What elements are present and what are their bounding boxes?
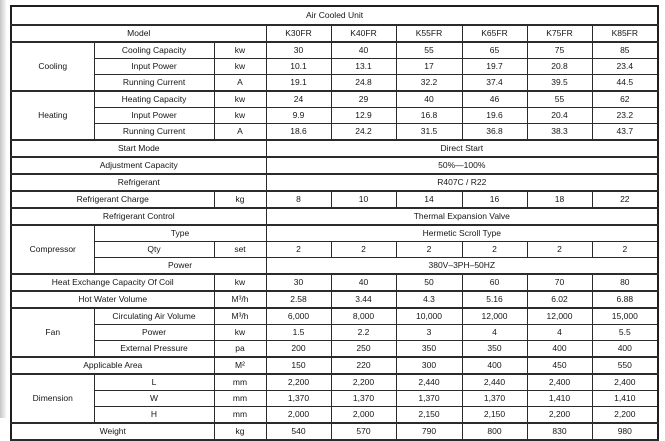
value-cell: 85 [592, 42, 658, 59]
value-cell: 13.1 [331, 59, 396, 75]
value-cell: 30 [266, 42, 331, 59]
value-cell: 450 [527, 357, 592, 374]
value-cell: 23.2 [592, 108, 658, 124]
unit-cell: kw [214, 274, 266, 291]
unit-cell: kw [214, 108, 266, 124]
value-cell: 3 [396, 325, 462, 341]
unit-cell: kg [214, 191, 266, 208]
param-cell: Cooling Capacity [94, 42, 214, 59]
merged-value-cell: R407C / R22 [266, 174, 658, 191]
unit-cell: set [214, 242, 266, 258]
value-cell: 800 [462, 423, 527, 440]
value-cell: 46 [462, 91, 527, 108]
value-cell: 1,370 [462, 391, 527, 407]
value-cell: 6.02 [527, 291, 592, 308]
table-row [11, 191, 658, 208]
value-cell: 55 [396, 42, 462, 59]
value-cell: 1,410 [527, 391, 592, 407]
value-cell: 9.9 [266, 108, 331, 124]
value-cell: 2,000 [266, 407, 331, 424]
row-label-cell: Refrigerant Control [11, 208, 266, 225]
param-cell: Heating Capacity [94, 91, 214, 108]
table-row [11, 225, 658, 242]
value-cell: 55 [527, 91, 592, 108]
table-row [11, 6, 658, 25]
value-cell: 32.2 [396, 75, 462, 92]
model-cell: K30FR [266, 25, 331, 42]
row-label-cell: Applicable Area [11, 357, 214, 374]
param-cell: Circulating Air Volume [94, 308, 214, 325]
row-label-cell: Refrigerant [11, 174, 266, 191]
param-cell: Type [94, 225, 266, 242]
value-cell: 1,370 [396, 391, 462, 407]
value-cell: 40 [396, 91, 462, 108]
value-cell: 29 [331, 91, 396, 108]
unit-cell: A [214, 124, 266, 141]
table-row [11, 108, 658, 124]
table-row [11, 258, 658, 275]
value-cell: 12,000 [527, 308, 592, 325]
value-cell: 12.9 [331, 108, 396, 124]
value-cell: 350 [396, 341, 462, 358]
value-cell: 350 [462, 341, 527, 358]
table-row [11, 124, 658, 141]
table-row [11, 325, 658, 341]
category-cell-cooling: Cooling [11, 42, 94, 91]
value-cell: 830 [527, 423, 592, 440]
value-cell: 19.7 [462, 59, 527, 75]
value-cell: 2,150 [396, 407, 462, 424]
value-cell: 2.58 [266, 291, 331, 308]
value-cell: 2,440 [396, 374, 462, 391]
value-cell: 75 [527, 42, 592, 59]
unit-cell: kw [214, 42, 266, 59]
value-cell: 2,200 [592, 407, 658, 424]
value-cell: 24.8 [331, 75, 396, 92]
unit-cell: kw [214, 91, 266, 108]
category-cell-dimension: Dimension [11, 374, 94, 423]
value-cell: 2,200 [331, 374, 396, 391]
value-cell: 14 [396, 191, 462, 208]
table-row [11, 423, 658, 440]
air-cooled-unit-spec-table [10, 5, 659, 441]
table-row [11, 91, 658, 108]
value-cell: 20.4 [527, 108, 592, 124]
unit-cell: pa [214, 341, 266, 358]
value-cell: 4 [462, 325, 527, 341]
value-cell: 400 [527, 341, 592, 358]
param-cell: Qty [94, 242, 214, 258]
value-cell: 220 [331, 357, 396, 374]
unit-cell: mm [214, 374, 266, 391]
value-cell: 16 [462, 191, 527, 208]
value-cell: 19.6 [462, 108, 527, 124]
model-cell: K40FR [331, 25, 396, 42]
value-cell: 1.5 [266, 325, 331, 341]
value-cell: 2 [592, 242, 658, 258]
value-cell: 2,000 [331, 407, 396, 424]
value-cell: 65 [462, 42, 527, 59]
unit-cell: kw [214, 325, 266, 341]
unit-cell: A [214, 75, 266, 92]
value-cell: 60 [462, 274, 527, 291]
value-cell: 790 [396, 423, 462, 440]
param-cell: Input Power [94, 108, 214, 124]
value-cell: 22 [592, 191, 658, 208]
table-row [11, 140, 658, 157]
value-cell: 250 [331, 341, 396, 358]
model-cell: K75FR [527, 25, 592, 42]
row-label-cell: Refrigerant Charge [11, 191, 214, 208]
table-row [11, 242, 658, 258]
merged-value-cell: 50%—100% [266, 157, 658, 174]
table-row [11, 357, 658, 374]
value-cell: 24.2 [331, 124, 396, 141]
value-cell: 10.1 [266, 59, 331, 75]
value-cell: 2 [462, 242, 527, 258]
value-cell: 400 [592, 341, 658, 358]
table-row [11, 25, 658, 42]
value-cell: 2 [527, 242, 592, 258]
value-cell: 50 [396, 274, 462, 291]
model-cell: K55FR [396, 25, 462, 42]
table-row [11, 75, 658, 92]
value-cell: 31.5 [396, 124, 462, 141]
value-cell: 2,440 [462, 374, 527, 391]
value-cell: 38.3 [527, 124, 592, 141]
value-cell: 1,410 [592, 391, 658, 407]
value-cell: 8,000 [331, 308, 396, 325]
scan-artifact-left [0, 0, 7, 418]
table-row [11, 174, 658, 191]
value-cell: 39.5 [527, 75, 592, 92]
value-cell: 6,000 [266, 308, 331, 325]
table-row [11, 59, 658, 75]
unit-cell: M³/h [214, 308, 266, 325]
value-cell: 1,370 [266, 391, 331, 407]
value-cell: 2,150 [462, 407, 527, 424]
table-row [11, 157, 658, 174]
value-cell: 23.4 [592, 59, 658, 75]
value-cell: 200 [266, 341, 331, 358]
merged-value-cell: 380V–3PH–50HZ [266, 258, 658, 275]
value-cell: 10,000 [396, 308, 462, 325]
value-cell: 40 [331, 42, 396, 59]
category-cell-fan: Fan [11, 308, 94, 357]
value-cell: 150 [266, 357, 331, 374]
value-cell: 18 [527, 191, 592, 208]
value-cell: 5.16 [462, 291, 527, 308]
value-cell: 8 [266, 191, 331, 208]
row-label-cell: Weight [11, 423, 214, 440]
value-cell: 12,000 [462, 308, 527, 325]
unit-cell: mm [214, 391, 266, 407]
value-cell: 43.7 [592, 124, 658, 141]
merged-value-cell: Direct Start [266, 140, 658, 157]
param-cell: Running Current [94, 124, 214, 141]
value-cell: 4.3 [396, 291, 462, 308]
value-cell: 2,400 [592, 374, 658, 391]
value-cell: 5.5 [592, 325, 658, 341]
value-cell: 2.2 [331, 325, 396, 341]
value-cell: 6.88 [592, 291, 658, 308]
value-cell: 2 [396, 242, 462, 258]
value-cell: 2 [266, 242, 331, 258]
merged-value-cell: Hermetic Scroll Type [266, 225, 658, 242]
value-cell: 2 [331, 242, 396, 258]
value-cell: 400 [462, 357, 527, 374]
value-cell: 300 [396, 357, 462, 374]
value-cell: 44.5 [592, 75, 658, 92]
merged-value-cell: Thermal Expansion Valve [266, 208, 658, 225]
value-cell: 36.8 [462, 124, 527, 141]
value-cell: 4 [527, 325, 592, 341]
value-cell: 570 [331, 423, 396, 440]
value-cell: 1,370 [331, 391, 396, 407]
table-row [11, 274, 658, 291]
unit-cell: M³/h [214, 291, 266, 308]
row-label-cell: Start Mode [11, 140, 266, 157]
value-cell: 20.8 [527, 59, 592, 75]
value-cell: 62 [592, 91, 658, 108]
table-row [11, 291, 658, 308]
table-row [11, 308, 658, 325]
value-cell: 980 [592, 423, 658, 440]
table-row [11, 374, 658, 391]
model-label-cell: Model [11, 25, 266, 42]
table-row [11, 341, 658, 358]
table-row [11, 42, 658, 59]
value-cell: 550 [592, 357, 658, 374]
value-cell: 2,200 [527, 407, 592, 424]
category-cell-heating: Heating [11, 91, 94, 140]
value-cell: 19.1 [266, 75, 331, 92]
row-label-cell: Adjustment Capacity [11, 157, 266, 174]
value-cell: 70 [527, 274, 592, 291]
unit-cell: kg [214, 423, 266, 440]
row-label-cell: Hot Water Volume [11, 291, 214, 308]
param-cell: Input Power [94, 59, 214, 75]
value-cell: 40 [331, 274, 396, 291]
param-cell: L [94, 374, 214, 391]
value-cell: 17 [396, 59, 462, 75]
table-row [11, 208, 658, 225]
category-cell-compressor: Compressor [11, 225, 94, 274]
value-cell: 80 [592, 274, 658, 291]
param-cell: Power [94, 258, 266, 275]
value-cell: 37.4 [462, 75, 527, 92]
unit-cell: mm [214, 407, 266, 424]
value-cell: 3.44 [331, 291, 396, 308]
value-cell: 24 [266, 91, 331, 108]
table-title-cell: Air Cooled Unit [11, 6, 658, 25]
value-cell: 15,000 [592, 308, 658, 325]
param-cell: External Pressure [94, 341, 214, 358]
unit-cell: kw [214, 59, 266, 75]
value-cell: 30 [266, 274, 331, 291]
table-row [11, 407, 658, 424]
param-cell: Running Current [94, 75, 214, 92]
param-cell: H [94, 407, 214, 424]
value-cell: 2,400 [527, 374, 592, 391]
value-cell: 16.8 [396, 108, 462, 124]
value-cell: 540 [266, 423, 331, 440]
model-cell: K85FR [592, 25, 658, 42]
model-cell: K65FR [462, 25, 527, 42]
unit-cell: M² [214, 357, 266, 374]
param-cell: W [94, 391, 214, 407]
value-cell: 18.6 [266, 124, 331, 141]
param-cell: Power [94, 325, 214, 341]
row-label-cell: Heat Exchange Capacity Of Coil [11, 274, 214, 291]
table-row [11, 391, 658, 407]
value-cell: 10 [331, 191, 396, 208]
value-cell: 2,200 [266, 374, 331, 391]
